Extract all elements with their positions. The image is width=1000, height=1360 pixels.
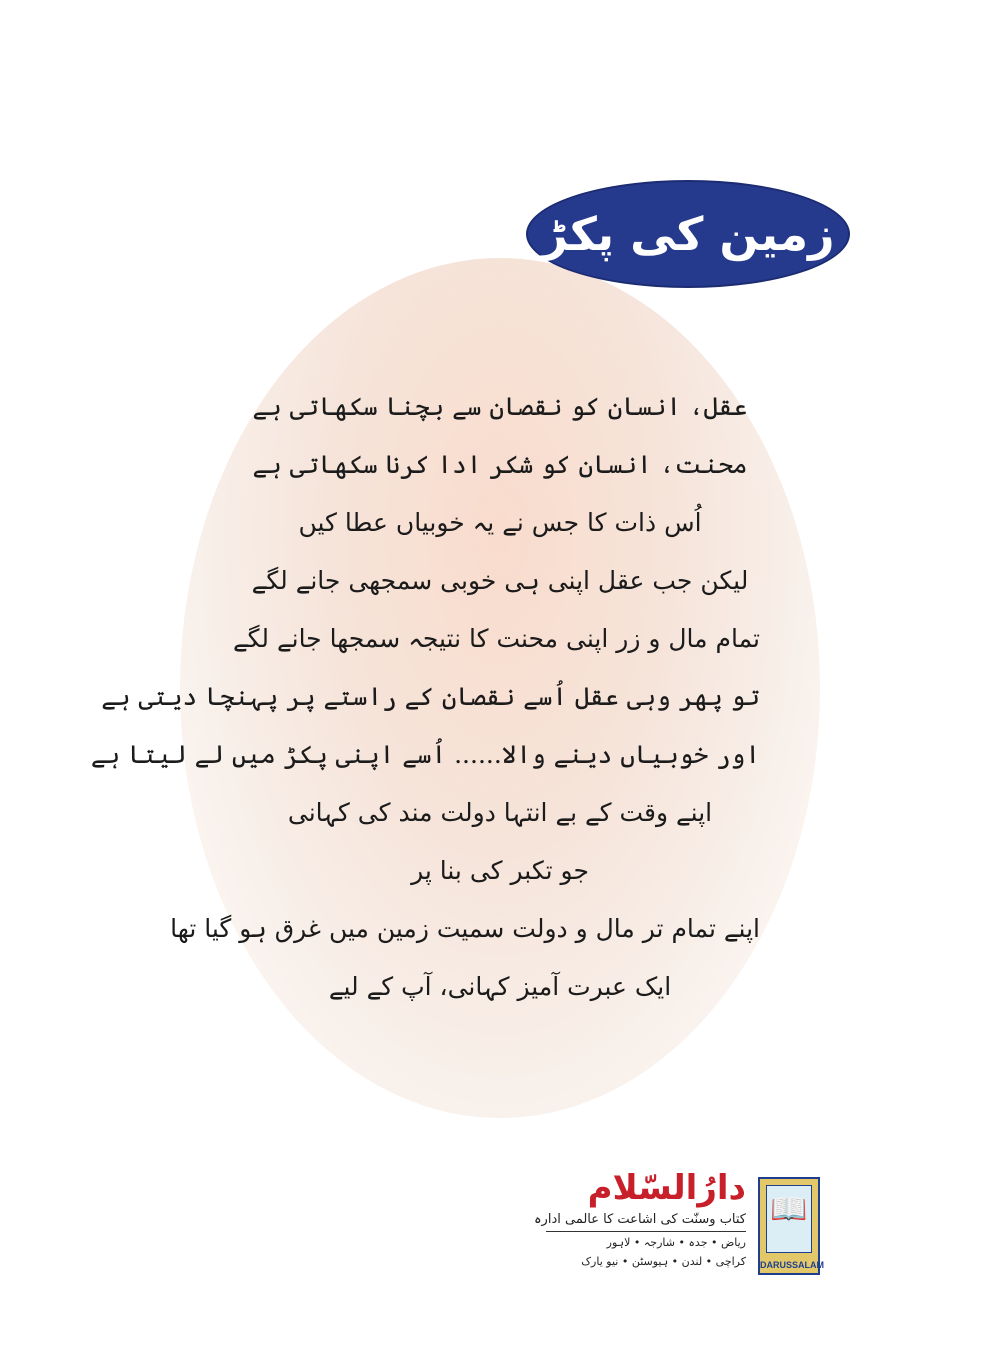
publisher-cities-2: کراچی • لندن • ہیوسٹن • نیو یارک	[581, 1255, 746, 1268]
publisher-name: دارُالسّلام	[587, 1168, 746, 1208]
logo-caption: DARUSSALAM	[760, 1260, 824, 1270]
poem-line: عقل، انسان کو نقصان سے بچنا سکھاتی ہے	[252, 392, 748, 421]
poem	[90, 378, 760, 1016]
poem-line: تو پھر وہی عقل اُسے نقصان کے راستے پر پہنچا دیتی ہے	[101, 682, 760, 711]
book-emblem-icon	[766, 1185, 812, 1253]
poem-line: تمام مال و زر اپنی محنت کا نتیجہ سمجھا جانے لگے	[232, 624, 760, 653]
title-badge	[528, 182, 848, 286]
publisher-block	[533, 1165, 824, 1285]
poem-line: لیکن جب عقل اپنی ہی خوبی سمجھی جانے لگے	[251, 566, 749, 595]
publisher-tagline: کتاب وسنّت کی اشاعت کا عالمی ادارہ	[546, 1211, 746, 1232]
publisher-logo	[758, 1177, 824, 1275]
poem-line: اپنے تمام تر مال و دولت سمیت زمین میں غرق ہو گیا تھا	[170, 914, 760, 943]
poem-line: محنت، انسان کو شکر ادا کرنا سکھاتی ہے	[252, 450, 748, 479]
publisher-cities-1: ریاض • جدہ • شارجہ • لاہور	[606, 1236, 746, 1249]
poem-line: جو تکبر کی بنا پر	[411, 856, 589, 885]
page-title: زمین کی پکڑ	[541, 207, 835, 261]
logo-glyph: 📖	[770, 1192, 808, 1227]
poem-line: اور خوبیاں دینے والا...... اُسے اپنی پکڑ میں لے لیتا ہے	[90, 740, 760, 769]
poem-line: اپنے وقت کے بے انتہا دولت مند کی کہانی	[287, 798, 713, 827]
poem-line: ایک عبرت آمیز کہانی، آپ کے لیے	[328, 972, 672, 1001]
publisher-text	[533, 1165, 746, 1270]
poem-line: اُس ذات کا جس نے یہ خوبیاں عطا کیں	[298, 508, 702, 537]
